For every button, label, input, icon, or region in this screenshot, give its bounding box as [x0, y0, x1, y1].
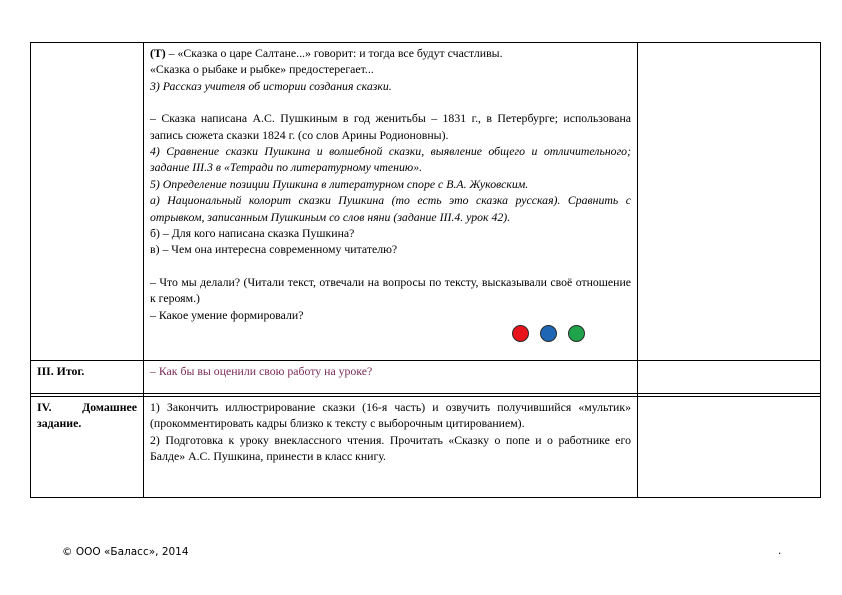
- stage-cell-empty: [31, 43, 144, 361]
- footer-copyright: © ООО «Баласс», 2014: [62, 546, 189, 558]
- activity-content-cell: [144, 43, 638, 361]
- content-marker-t: (Т): [150, 46, 166, 60]
- notes-cell-empty: [638, 397, 821, 498]
- content-line-10: – Что мы делали? (Читали текст, отвечали на вопросы по тексту, высказывали своё отношение к героям.): [150, 274, 631, 306]
- content-line-3: 3) Рассказ учителя об истории создания сказки.: [150, 78, 392, 93]
- homework-content-cell: [144, 397, 638, 498]
- notes-cell-empty: [638, 43, 821, 361]
- homework-label-word-2: задание.: [37, 416, 82, 431]
- footer-dot: .: [778, 545, 782, 557]
- lesson-plan-table: [30, 42, 821, 498]
- content-line-9: в) – Чем она интересна современному читателю?: [150, 242, 398, 257]
- content-line-4: – Сказка написана А.С. Пушкиным в год женитьбы – 1831 г., в Петербурге; использована запись сюжета сказки 1824 г. (со слов Арины Родионовны).: [150, 111, 631, 142]
- summary-label: III. Итог.: [37, 364, 85, 378]
- homework-label-line: [37, 399, 137, 415]
- homework-item-1: 1) Закончить иллюстрирование сказки (16-я часть) и озвучить получившийся «мультик» (прокомментировать кадры близко к тексту с выборочным цитированием).: [150, 400, 631, 431]
- summary-content-cell: [144, 361, 638, 394]
- table-row-main-activity: [31, 43, 821, 361]
- stage-cell-homework: [31, 397, 144, 498]
- table-row-summary: [31, 361, 821, 394]
- content-line-6: 5) Определение позиции Пушкина в литературном споре с В.А. Жуковским.: [150, 176, 529, 191]
- blue-circle-icon: [540, 325, 557, 342]
- content-text-1: – «Сказка о царе Салтане...» говорит: и тогда все будут счастливы.: [165, 46, 503, 60]
- content-line-1: [150, 45, 631, 61]
- content-line-2: «Сказка о рыбаке и рыбке» предостерегает...: [150, 62, 374, 77]
- notes-cell-empty: [638, 361, 821, 394]
- homework-item-2: 2) Подготовка к уроку внеклассного чтения. Прочитать «Сказку о попе и о работнике его Балде» А.С. Пушкина, принести в класс книгу.: [150, 432, 631, 464]
- spacer: [150, 258, 631, 274]
- green-circle-icon: [568, 325, 585, 342]
- homework-label-number: IV.: [37, 400, 52, 414]
- spacer: [150, 94, 631, 110]
- content-line-5: 4) Сравнение сказки Пушкина и волшебной сказки, выявление общего и отличительного; задание III.3 в «Тетради по литературному чтению».: [150, 144, 631, 175]
- summary-question: – Как бы вы оценили свою работу на уроке?: [150, 364, 373, 378]
- content-line-11: – Какое умение формировали?: [150, 307, 304, 322]
- stage-cell-summary: [31, 361, 144, 394]
- red-circle-icon: [512, 325, 529, 342]
- homework-label-word: Домашнее: [82, 400, 137, 414]
- content-line-8: б) – Для кого написана сказка Пушкина?: [150, 226, 355, 241]
- table-row-homework: [31, 397, 821, 498]
- content-line-7: а) Национальный колорит сказки Пушкина (то есть это сказка русская). Сравнить с отрывком, записанным Пушкиным со слов няни (задание III.4. урок 42).: [150, 193, 631, 224]
